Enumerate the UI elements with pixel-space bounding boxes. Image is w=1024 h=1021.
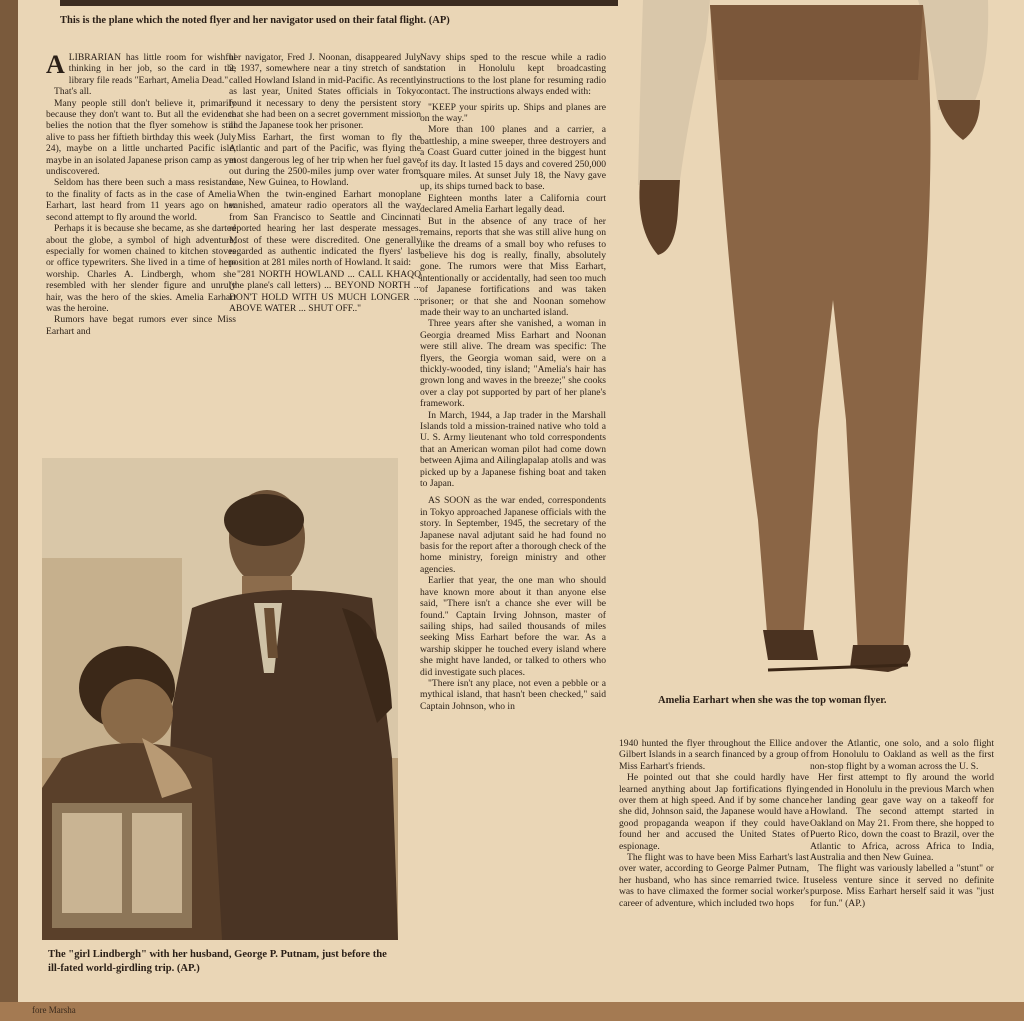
bottom-clipping-edge xyxy=(0,1002,1024,1021)
article-paragraph: Her first attempt to fly around the world ended in Honolulu in the previous March when her landing gear gave way on a takeoff for Howland. The second attempt started in Oakland on May 21. From there, she hopped to Puerto Rico, down the coast to Brazil, over the Atlantic to Africa, across Africa to India, Australia and then New Guinea. xyxy=(810,772,994,864)
article-paragraph: over the Atlantic, one solo, and a solo flight from Honolulu to Oakland as well as the first non-stop flight by a woman across the U. S. xyxy=(810,738,994,772)
amelia-photo-illustration xyxy=(618,0,1024,690)
newspaper-page xyxy=(18,0,1024,1002)
article-paragraph: Many people still don't believe it, primarily because they don't want to. But all the evidence belies the notion that the flyer somehow is still alive to pass her fiftieth birthday this week (July 24), maybe on a little uncharted Pacific isle, maybe in an isolated Japanese prison camp as yet undiscovered. xyxy=(46,97,236,178)
article-paragraph: her navigator, Fred J. Noonan, disappeared July 2, 1937, somewhere near a tiny stretch of sand called Howland Island in mid-Pacific. As recently as last year, United States officials in Tokyo found it necessary to deny the persistent story that she had been on a secret government mission and the Japanese took her prisoner. xyxy=(229,52,421,132)
article-paragraph: When the twin-engined Earhart monoplane vanished, amateur radio operators all the way from San Francisco to Seattle and Cincinnati reported hearing her last desperate messages. Most of these were discredited. One generally regarded as authentic indicated the flyers' last position at 281 miles north of Howland. It said: xyxy=(229,188,421,269)
right-photo-caption: Amelia Earhart when she was the top woman flyer. xyxy=(658,695,887,706)
bottom-strip-text: fore Marsha xyxy=(32,1005,76,1015)
article-column-1 xyxy=(46,52,236,448)
photo-amelia xyxy=(618,0,1024,690)
couple-photo-illustration xyxy=(42,458,398,940)
article-paragraph: 1940 hunted the flyer throughout the Ellice and Gilbert Islands in a search financed by a group of Miss Earhart's friends. xyxy=(619,738,809,772)
article-paragraph: That's all. xyxy=(54,86,92,98)
top-photo-edge xyxy=(60,0,640,6)
article-paragraph: The flight was to have been Miss Earhart's last over water, according to George Palmer Putnam, her husband, who has since remarried twice. It was to have climaxed the former social worker's career of adventure, which included two hops xyxy=(619,852,809,909)
article-paragraph: ALIBRARIAN has little room for wishful thinking in her job, so the card in the library file reads "Earhart, Amelia Dead." xyxy=(46,50,236,86)
article-paragraph: Three years after she vanished, a woman in Georgia dreamed Miss Earhart and Noonan were still alive. The dream was specific: The flyers, the Georgia woman said, were on a thickly-wooded, tiny island; "Amelia's hair has grown long and waves in the breeze;" she cooks over a clay pot supported by part of her plane's framework. xyxy=(420,318,606,410)
article-column-3 xyxy=(420,52,606,982)
top-caption: This is the plane which the noted flyer and her navigator used on their fatal flight. (AP) xyxy=(60,15,450,26)
article-paragraph: More than 100 planes and a carrier, a battleship, a mine sweeper, three destroyers and a Coast Guard cutter joined in the biggest hunt of its day. It lasted 15 days and covered 250,000 square miles. At sunset July 18, the Navy gave up, its ships turned back to base. xyxy=(420,124,606,193)
article-paragraph: "KEEP your spirits up. Ships and planes are on the way." xyxy=(420,101,606,125)
photo-couple xyxy=(42,458,398,940)
article-paragraph: Perhaps it is because she became, as she darted about the globe, a symbol of high adventure, especially for women chained to kitchen stoves or office typewriters. She lived in a time of hero worship. Charles A. Lindbergh, whom she resembled with her slender figure and unruly hair, was the hero of the skies. Amelia Earhart was the heroine. xyxy=(46,223,236,314)
article-paragraph: In March, 1944, a Jap trader in the Marshall Islands told a mission-trained native who told a U. S. Army lieutenant who told correspondents that an American woman pilot had come down between Ajima and Ailinglapalap atolls and was picked up by a Japanese fishing boat and taken to Japan. xyxy=(420,409,606,490)
article-paragraph: AS SOON as the war ended, correspondents in Tokyo approached Japanese officials with the story. In September, 1945, the secretary of the Japanese naval adjutant said he had found no basis for the report after a thorough check of the home ministry, foreign ministry and other agencies. xyxy=(420,495,606,575)
article-paragraph: But in the absence of any trace of her remains, reports that she was still alive hung on like the dreams of a small boy who refuses to believe his dog is really, finally, absolutely gone. The rumors were that Miss Earhart, intentionally or accidentally, had seen too much of Japanese fortifications and was taken prisoner; or that she and Noonan somehow made their way to an uncharted island. xyxy=(420,215,606,318)
article-paragraph: Earlier that year, the one man who should have known more about it than anyone else said, "There isn't a chance she ever will be found." Captain Irving Johnson, master of sailing ships, had sailed thousands of miles seeking Miss Earhart before the war. As a warship skipper he touched every island where she might have landed, or talked to others who did investigate such places. xyxy=(420,575,606,678)
article-column-5 xyxy=(810,738,994,978)
article-column-4 xyxy=(619,738,809,978)
article-paragraph: Seldom has there been such a mass resistance to the finality of facts as in the case of Amelia Earhart, last heard from 11 years ago on her second attempt to fly around the world. xyxy=(46,177,236,223)
left-photo-caption: The "girl Lindbergh" with her husband, George P. Putnam, just before the ill-fated world-girdling trip. (AP.) xyxy=(48,949,387,974)
article-paragraph: "There isn't any place, not even a pebble or a mythical island, that hasn't been checked," said Captain Johnson, who in xyxy=(420,677,606,712)
article-paragraph: "281 NORTH HOWLAND ... CALL KHAQQ (the plane's call letters) ... BEYOND NORTH ... DON'T HOLD WITH US MUCH LONGER ... ABOVE WATER ... SHUT OFF.." xyxy=(229,268,421,314)
article-paragraph: The flight was variously labelled a "stunt" or useless venture since it served no definite purpose. Miss Earhart herself said it was "just for fun." (AP.) xyxy=(810,863,994,909)
article-paragraph: Navy ships sped to the rescue while a radio station in Honolulu kept broadcasting instructions to the lost plane for resuming radio contact. The instructions always ended with: xyxy=(420,52,606,98)
article-paragraph: Eighteen months later a California court declared Amelia Earhart legally dead. xyxy=(420,192,606,216)
article-paragraph: He pointed out that she could hardly have learned anything about Jap fortifications flying over them at high speed. And if by some chance she did, Johnson said, the Japanese would have a good propaganda weapon if they could have found her and accused the United States of espionage. xyxy=(619,772,809,852)
article-column-2 xyxy=(229,52,421,448)
article-paragraph: Miss Earhart, the first woman to fly the Atlantic and part of the Pacific, was flying the most dangerous leg of her trip when her fuel gave out during the 2500-miles jump over water from Lae, New Guinea, to Howland. xyxy=(229,131,421,189)
article-paragraph: Rumors have begat rumors ever since Miss Earhart and xyxy=(46,314,236,337)
drop-cap: A xyxy=(46,50,65,79)
